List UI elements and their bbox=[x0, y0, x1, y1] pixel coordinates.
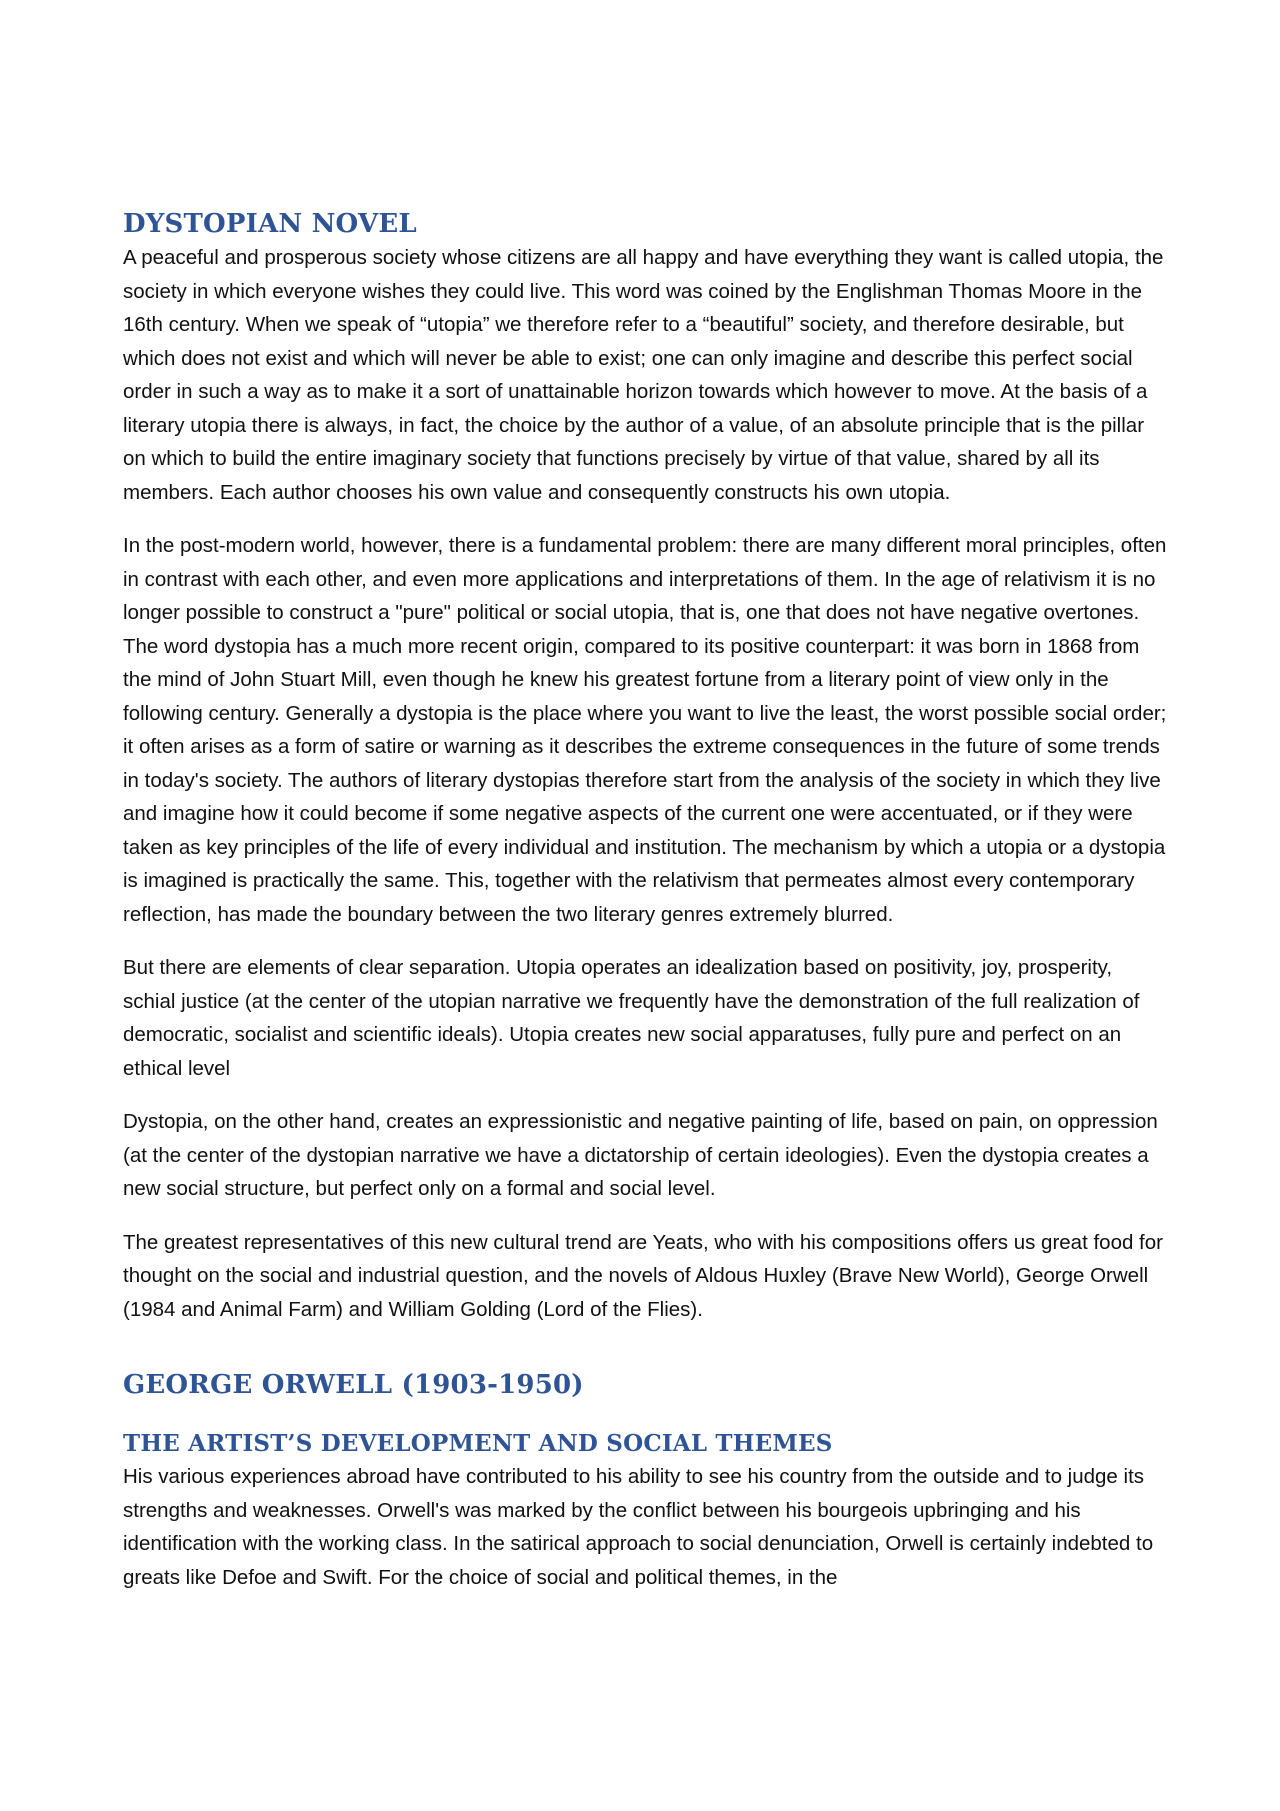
section-spacer bbox=[123, 1346, 1168, 1368]
document-page bbox=[123, 207, 1168, 1614]
paragraph-dystopia-description: Dystopia, on the other hand, creates an expressionistic and negative painting of life, based on pain, on oppression (at the center of the dystopian narrative we have a dictatorship of certain ideologies). Even the dystopia creates a new social structure, but perfect only on a formal and social level. bbox=[123, 1110, 1158, 1200]
section-heading-george-orwell: GEORGE ORWELL (1903-1950) bbox=[123, 1370, 584, 1400]
subsection-spacer bbox=[123, 1402, 1168, 1428]
paragraph-orwell-experiences: His various experiences abroad have contributed to his ability to see his country from the outside and to judge its strengths and weaknesses. Orwell's was marked by the conflict between his bourgeois upbringing and his identification with the working class. In the satirical approach to social denunciation, Orwell is certainly indebted to greats like Defoe and Swift. For the choice of social and political themes, in the bbox=[123, 1465, 1154, 1589]
subsection-heading-artist-development: THE ARTIST’S DEVELOPMENT AND SOCIAL THEMES bbox=[123, 1430, 833, 1457]
paragraph-post-modern-dystopia: In the post-modern world, however, there is a fundamental problem: there are many different moral principles, often in contrast with each other, and even more applications and interpretations of them. In the age of relativism it is no longer possible to construct a "pure" political or social utopia, that is, one that does not have negative overtones. The word dystopia has a much more recent origin, compared to its positive counterpart: it was born in 1868 from the mind of John Stuart Mill, even though he knew his greatest fortune from a literary point of view only in the following century. Generally a dystopia is the place where you want to live the least, the worst possible social order; it often arises as a form of satire or warning as it describes the extreme consequences in the future of some trends in today's society. The authors of literary dystopias therefore start from the analysis of the society in which they live and imagine how it could become if some negative aspects of the current one were accentuated, or if they were taken as key principles of the life of every individual and institution. The mechanism by which a utopia or a dystopia is imagined is practically the same. This, together with the relativism that permeates almost every contemporary reflection, has made the boundary between the two literary genres extremely blurred. bbox=[123, 534, 1167, 926]
paragraph-utopia-separation: But there are elements of clear separation. Utopia operates an idealization based on positivity, joy, prosperity, schial justice (at the center of the utopian narrative we frequently have the demonstration of the full realization of democratic, socialist and scientific ideals). Utopia creates new social apparatuses, fully pure and perfect on an ethical level bbox=[123, 956, 1140, 1080]
section-heading-dystopian-novel: DYSTOPIAN NOVEL bbox=[123, 209, 417, 239]
paragraph-utopia-definition: A peaceful and prosperous society whose citizens are all happy and have everything they want is called utopia, the society in which everyone wishes they could live. This word was coined by the Englishman Thomas Moore in the 16th century. When we speak of “utopia” we therefore refer to a “beautiful” society, and therefore desirable, but which does not exist and which will never be able to exist; one can only imagine and describe this perfect social order in such a way as to make it a sort of unattainable horizon towards which however to move. At the basis of a literary utopia there is always, in fact, the choice by the author of a value, of an absolute principle that is the pillar on which to build the entire imaginary society that functions precisely by virtue of that value, shared by all its members. Each author chooses his own value and consequently constructs his own utopia. bbox=[123, 246, 1164, 504]
paragraph-representatives: The greatest representatives of this new cultural trend are Yeats, who with his compositions offers us great food for thought on the social and industrial question, and the novels of Aldous Huxley (Brave New World), George Orwell (1984 and Animal Farm) and William Golding (Lord of the Flies). bbox=[123, 1230, 1163, 1321]
